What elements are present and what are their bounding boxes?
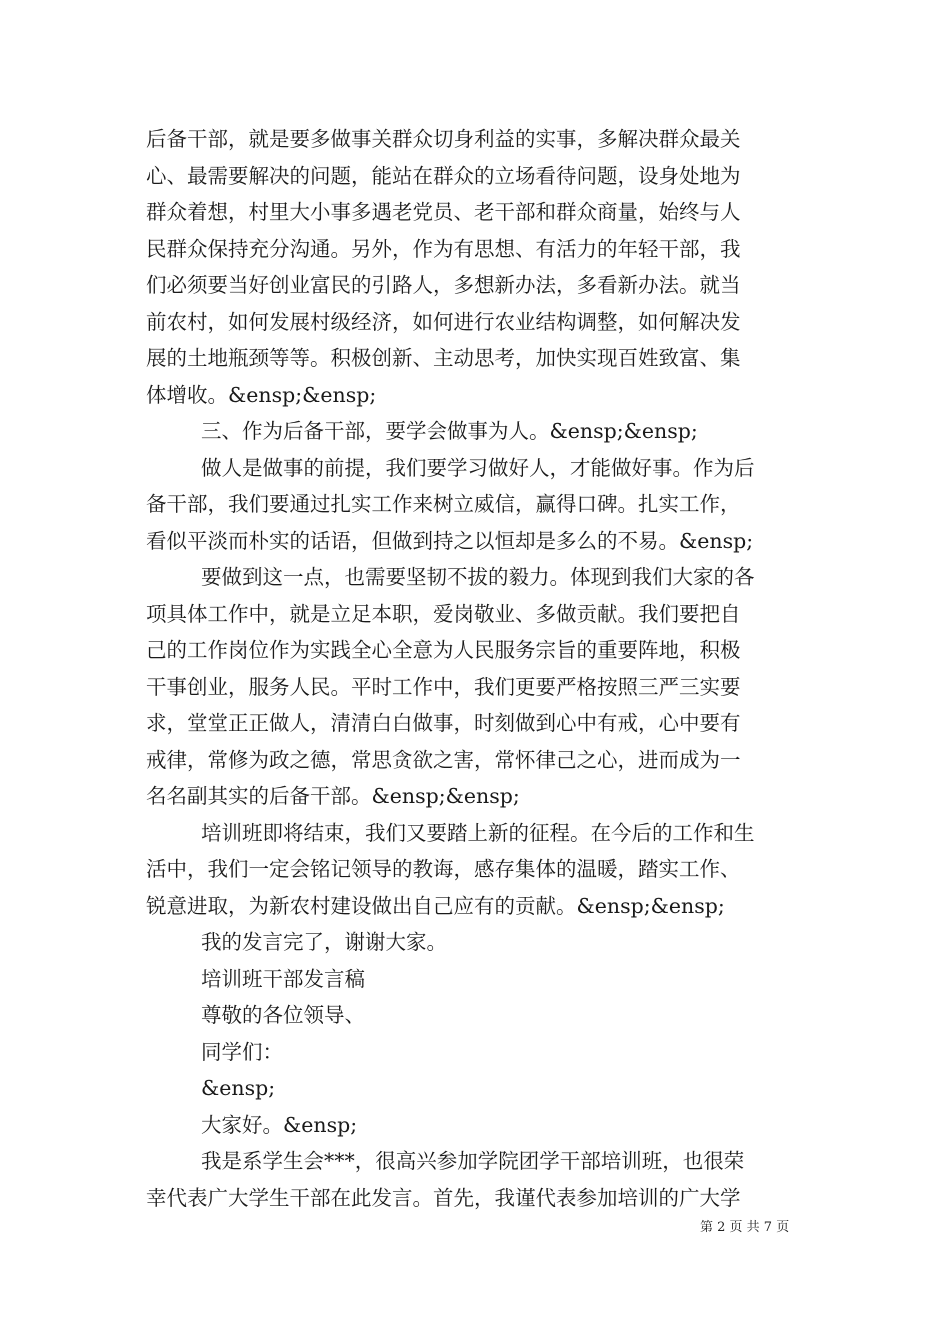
text-line: 们必须要当好创业富民的引路人，多想新办法，多看新办法。就当 xyxy=(146,273,741,297)
text-line: 要做到这一点，也需要坚韧不拔的毅力。体现到我们大家的各 xyxy=(201,565,755,589)
text-line: 备干部，我们要通过扎实工作来树立威信，赢得口碑。扎实工作， xyxy=(146,492,741,516)
text-line: 我的发言完了，谢谢大家。 xyxy=(201,930,447,954)
text-line: 后备干部，就是要多做事关群众切身利益的实事，多解决群众最关 xyxy=(146,127,741,151)
text-line: 做人是做事的前提，我们要学习做好人，才能做好事。作为后 xyxy=(201,455,755,480)
text-line: 群众着想，村里大小事多遇老党员、老干部和群众商量，始终与人 xyxy=(146,200,741,224)
text-line: 我是系学生会***，很高兴参加学院团学干部培训班，也很荣 xyxy=(201,1149,745,1173)
text-line: 干事创业，服务人民。平时工作中，我们更要严格按照三严三实要 xyxy=(146,674,741,699)
text-line: 看似平淡而朴实的话语，但做到持之以恒却是多么的不易。&ensp; xyxy=(146,528,754,553)
text-line: 展的土地瓶颈等等。积极创新、主动思考，加快实现百姓致富、集 xyxy=(146,346,741,370)
section-heading: 三、作为后备干部，要学会做事为人。&ensp;&ensp; xyxy=(201,419,698,443)
body-text xyxy=(146,121,812,1216)
text-line: 戒律，常修为政之德，常思贪欲之害，常怀律己之心，进而成为一 xyxy=(146,747,741,772)
salutation: 同学们： xyxy=(201,1039,283,1064)
text-line: 己的工作岗位作为实践全心全意为人民服务宗旨的重要阵地，积极 xyxy=(146,638,741,662)
document-title: 培训班干部发言稿 xyxy=(201,966,365,991)
text-line: 心、最需要解决的问题，能站在群众的立场看待问题，设身处地为 xyxy=(146,163,741,188)
text-line: &ensp; xyxy=(201,1076,276,1100)
text-line: 锐意进取，为新农村建设做出自己应有的贡献。&ensp;&ensp; xyxy=(146,893,725,918)
text-line: 民群众保持充分沟通。另外，作为有思想、有活力的年轻干部，我 xyxy=(146,236,741,261)
text-line: 名名副其实的后备干部。&ensp;&ensp; xyxy=(146,784,520,808)
salutation: 尊敬的各位领导、 xyxy=(201,1003,365,1027)
text-line: 前农村，如何发展村级经济，如何进行农业结构调整，如何解决发 xyxy=(146,309,741,334)
text-line: 培训班即将结束，我们又要踏上新的征程。在今后的工作和生 xyxy=(201,820,755,845)
page-number: 第 2 页 共 7 页 xyxy=(700,1220,790,1235)
greeting: 大家好。&ensp; xyxy=(201,1112,358,1137)
text-line: 项具体工作中，就是立足本职，爱岗敬业、多做贡献。我们要把自 xyxy=(146,601,741,626)
text-line: 体增收。&ensp;&ensp; xyxy=(146,382,377,407)
text-line: 活中，我们一定会铭记领导的教诲，感存集体的温暖，踏实工作、 xyxy=(146,857,741,881)
text-line: 幸代表广大学生干部在此发言。首先，我谨代表参加培训的广大学 xyxy=(146,1185,741,1210)
text-line: 求，堂堂正正做人，清清白白做事，时刻做到心中有戒，心中要有 xyxy=(146,711,741,735)
